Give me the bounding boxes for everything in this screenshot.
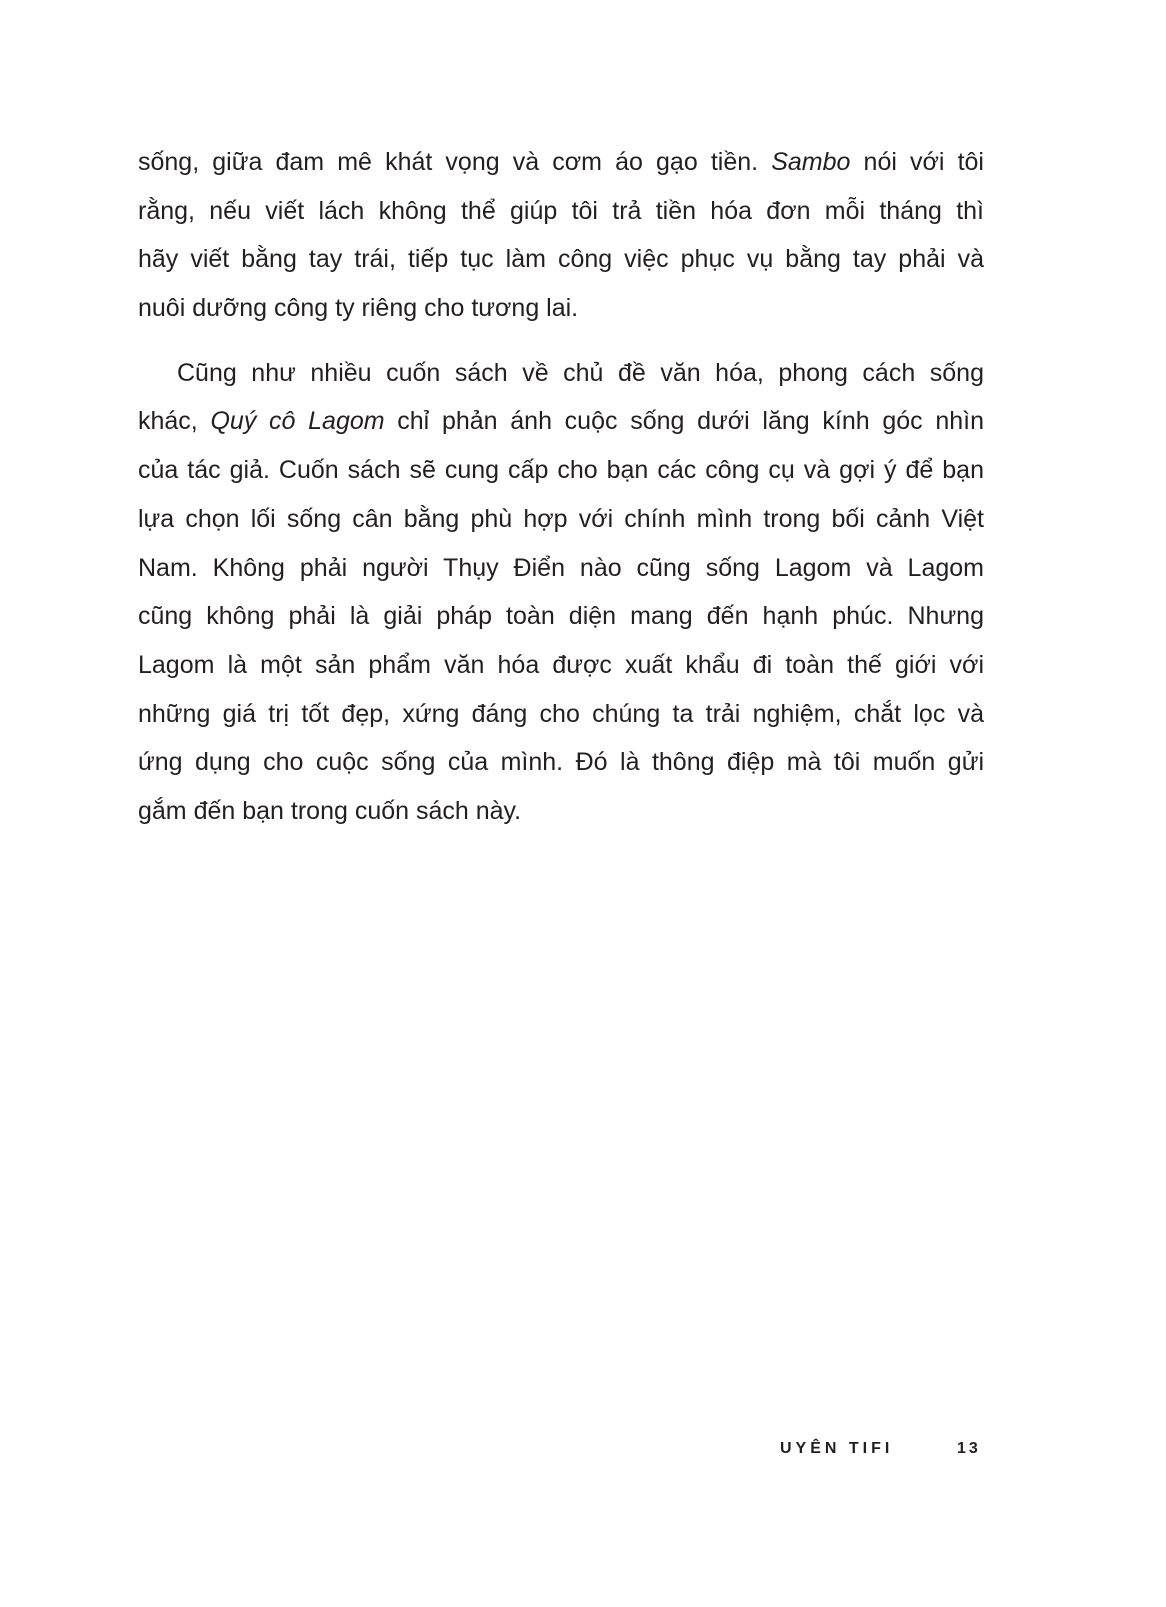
text-segment: khác, [138, 407, 211, 436]
text-line: ứng dụng cho cuộc sống của mình. Đó là thông điệp mà tôi muốn gửi [138, 748, 984, 777]
text-line: những giá trị tốt đẹp, xứng đáng cho chúng ta trải nghiệm, chắt lọc và [138, 699, 984, 728]
text-line: gắm đến bạn trong cuốn sách này. [138, 796, 522, 825]
text-line: của tác giả. Cuốn sách sẽ cung cấp cho bạn các công cụ và gợi ý để bạn [138, 456, 984, 485]
text-segment: nói với tôi [850, 148, 984, 176]
text-line [138, 138, 984, 187]
text-line: Cũng như nhiều cuốn sách về chủ đề văn hóa, phong cách sống [177, 358, 984, 387]
text-line: lựa chọn lối sống cân bằng phù hợp với chính mình trong bối cảnh Việt [138, 504, 984, 533]
text-line [138, 397, 984, 446]
page-number: 13 [957, 1440, 981, 1457]
text-line: hãy viết bằng tay trái, tiếp tục làm công việc phục vụ bằng tay phải và [138, 245, 984, 274]
text-segment: chỉ phản ánh cuộc sống dưới lăng kính góc nhìn [384, 407, 984, 436]
text-line: rằng, nếu viết lách không thể giúp tôi trả tiền hóa đơn mỗi tháng thì [138, 196, 984, 225]
italic-title: Quý cô Lagom [210, 407, 385, 436]
body-text [138, 138, 984, 836]
text-line: cũng không phải là giải pháp toàn diện mang đến hạnh phúc. Nhưng [138, 602, 984, 631]
paragraph-2 [138, 349, 984, 836]
running-footer-author: UYÊN TIFI [780, 1440, 894, 1457]
text-segment: sống, giữa đam mê khát vọng và cơm áo gạo tiền. [138, 148, 772, 176]
text-line: nuôi dưỡng công ty riêng cho tương lai. [138, 294, 579, 323]
text-line: Lagom là một sản phẩm văn hóa được xuất khẩu đi toàn thế giới với [138, 650, 984, 679]
paragraph-1 [138, 138, 984, 333]
italic-title: Sambo [771, 148, 851, 176]
text-line: Nam. Không phải người Thụy Điển nào cũng sống Lagom và Lagom [138, 553, 984, 582]
